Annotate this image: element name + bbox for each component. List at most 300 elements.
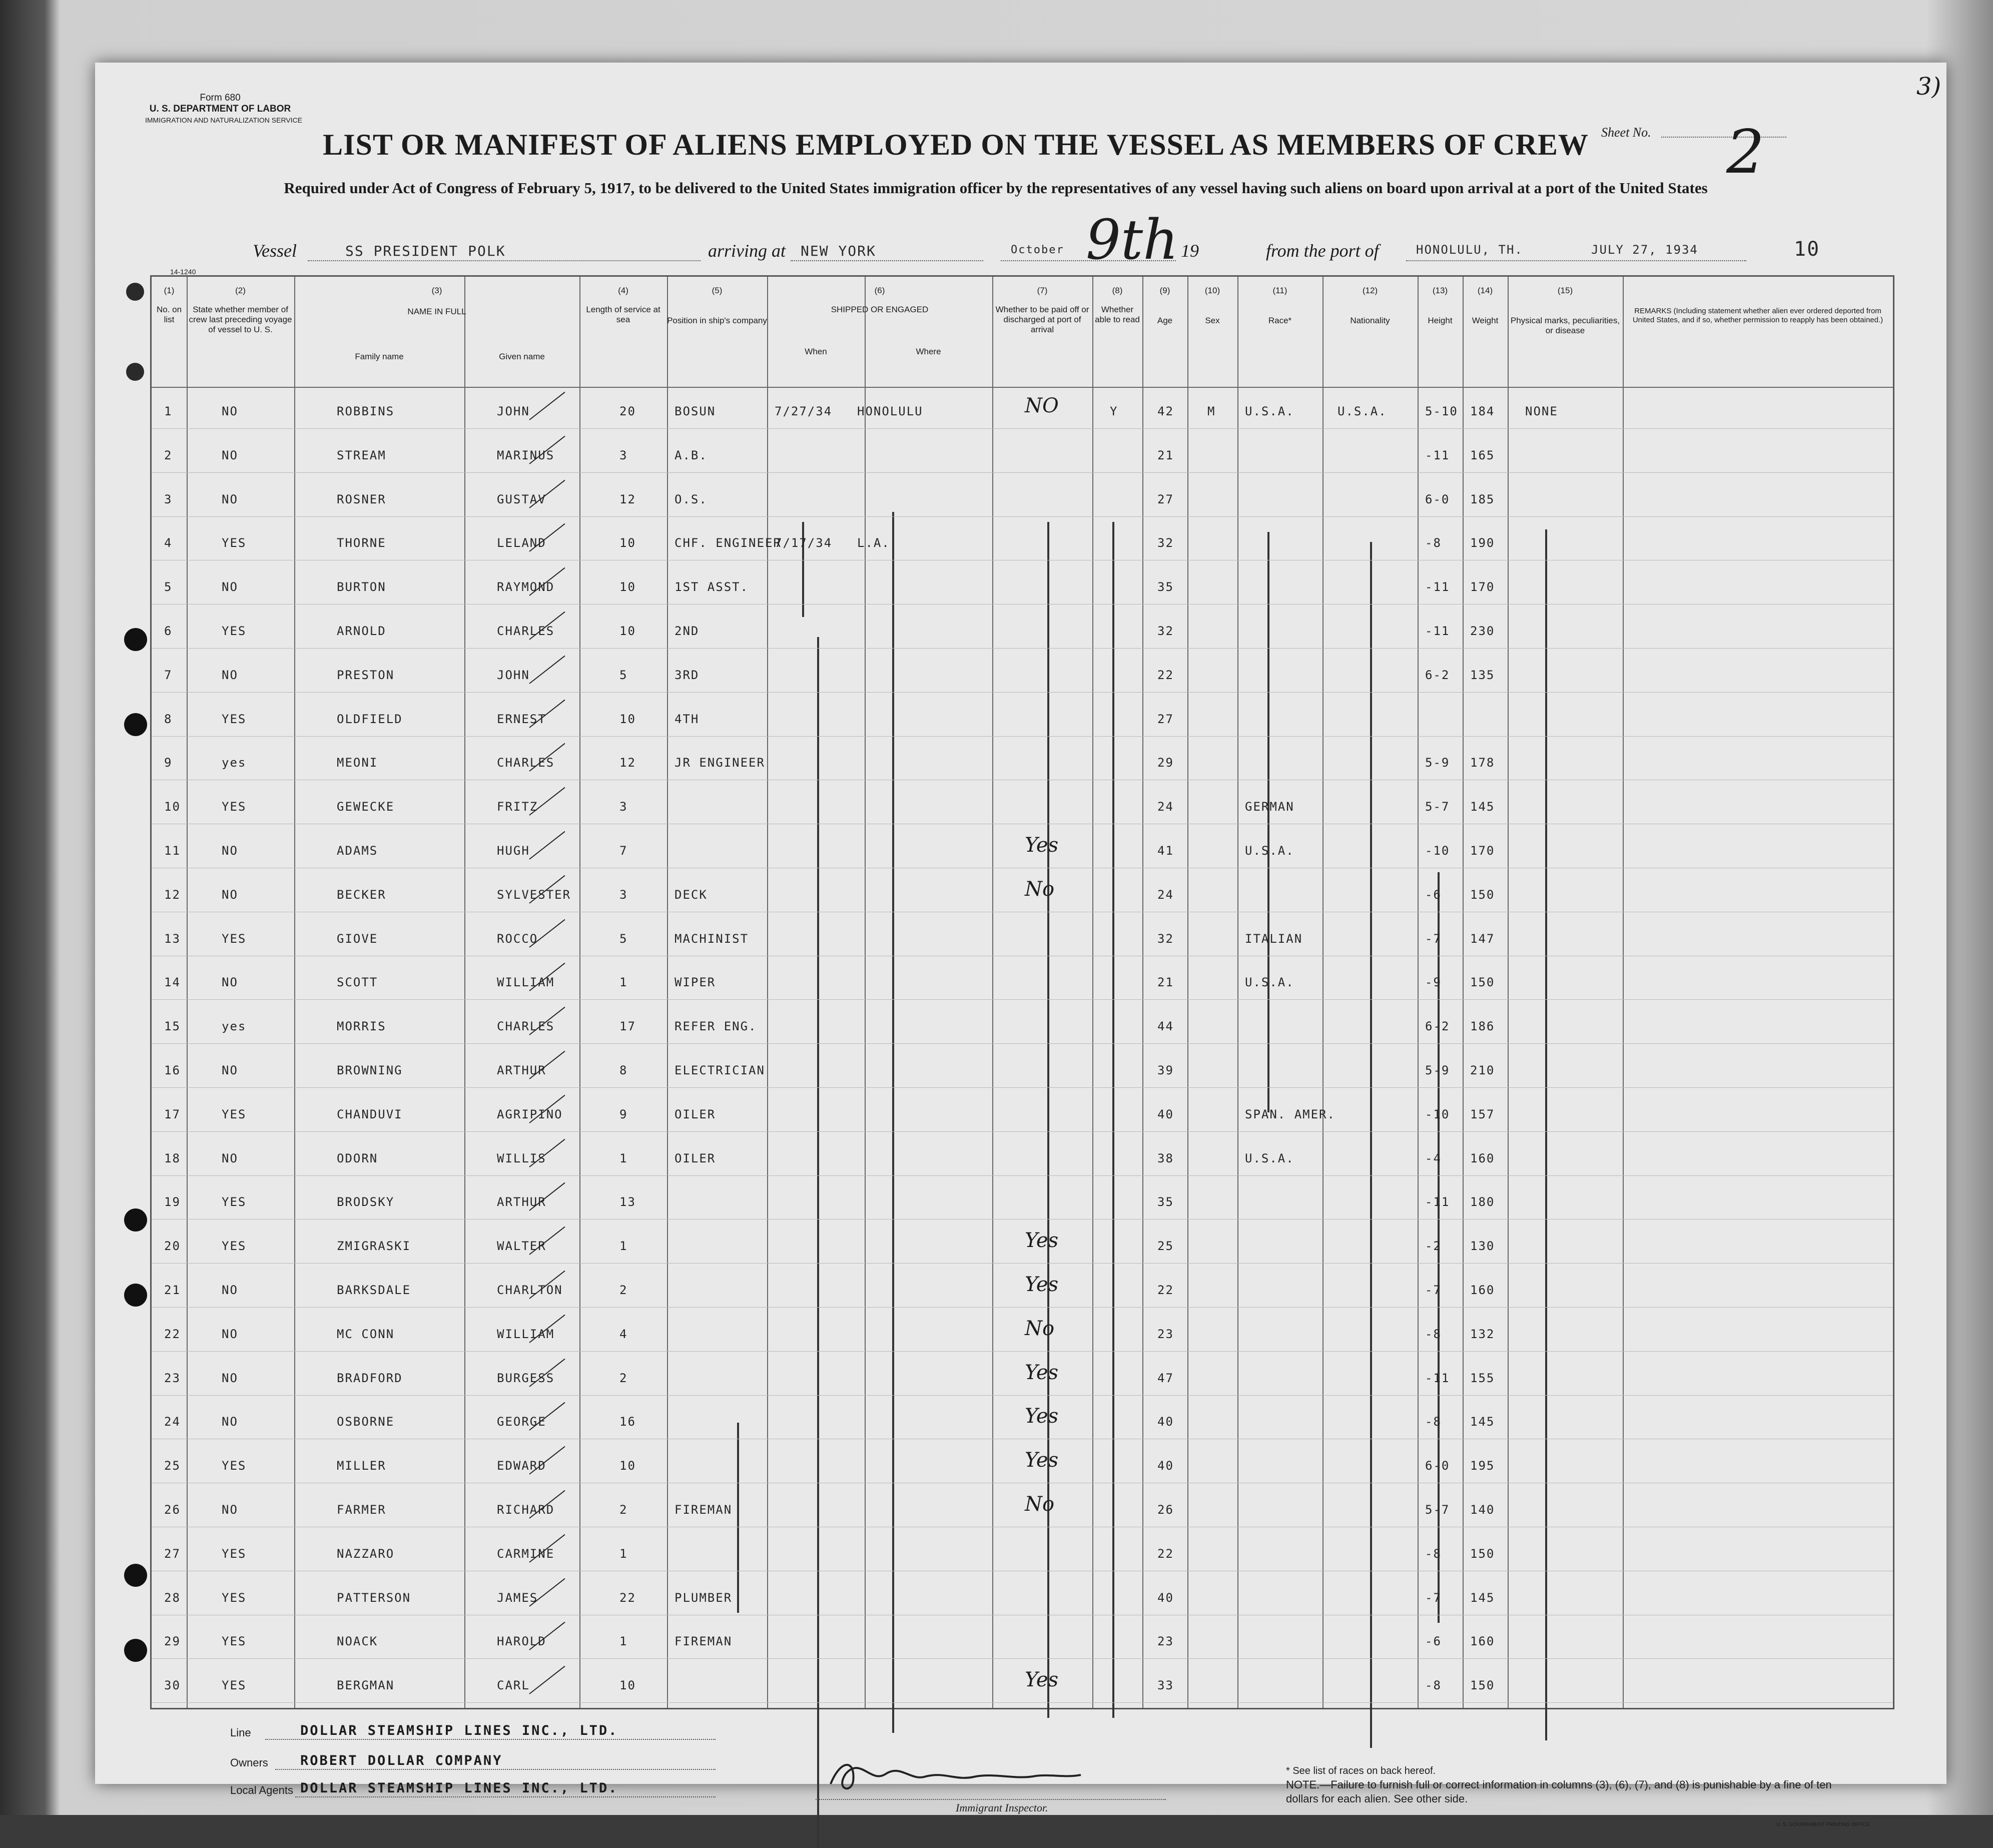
row-family-name: ROSNER (337, 492, 386, 506)
row-given-name: CARMINE (497, 1546, 555, 1561)
row-given-name: CHARLES (497, 756, 555, 770)
row-family-name: OLDFIELD (337, 712, 403, 726)
row-height: -7 (1425, 931, 1442, 946)
row-weight: 157 (1470, 1107, 1495, 1121)
row-nationality: U.S.A. (1338, 404, 1387, 418)
form-code: 14-1240 (170, 268, 196, 276)
agents-label: Local Agents (230, 1784, 293, 1796)
row-row-number: 1 (164, 404, 173, 418)
col-header-read: Whether able to read (1095, 305, 1140, 324)
row-family-name: GEWECKE (337, 800, 395, 814)
col-header-race: Race* (1268, 316, 1292, 325)
row-service-length: 12 (619, 492, 636, 506)
row-weight: 150 (1470, 1678, 1495, 1693)
row-height: 6-2 (1425, 668, 1450, 682)
col-11-number: (11) (1272, 286, 1287, 295)
row-previous-voyage: YES (222, 931, 247, 946)
row-service-length: 1 (619, 1546, 628, 1561)
row-rule (152, 999, 1893, 1000)
col-3-number: (3) (431, 286, 442, 295)
row-paid-off: NO (1025, 394, 1059, 417)
col-header-weight: Weight (1472, 316, 1499, 325)
row-age: 32 (1157, 624, 1174, 638)
col-header-service: Length of service at sea (586, 305, 660, 324)
row-height: -7 (1425, 1590, 1442, 1605)
row-row-number: 13 (164, 931, 181, 946)
row-height: 5-10 (1425, 404, 1458, 418)
row-position: WIPER (675, 975, 716, 990)
inspector-signature (826, 1754, 1086, 1799)
row-position: O.S. (675, 492, 708, 506)
row-position: 2ND (675, 624, 700, 638)
row-paid-off: Yes (1025, 834, 1059, 857)
row-paid-off: Yes (1025, 1273, 1059, 1296)
arrival-port: NEW YORK (801, 243, 876, 259)
row-previous-voyage: YES (222, 800, 247, 814)
row-row-number: 26 (164, 1503, 181, 1517)
row-previous-voyage: NO (222, 1283, 238, 1297)
row-weight: 145 (1470, 1415, 1495, 1429)
row-previous-voyage: NO (222, 580, 238, 594)
row-rule (152, 472, 1893, 473)
row-service-length: 4 (619, 1327, 628, 1341)
row-given-name: BURGESS (497, 1371, 555, 1385)
row-position: PLUMBER (675, 1590, 733, 1605)
row-rule (152, 1658, 1893, 1659)
row-age: 32 (1157, 536, 1174, 550)
row-position: 4TH (675, 712, 700, 726)
row-row-number: 30 (164, 1678, 181, 1693)
row-service-length: 1 (619, 1151, 628, 1165)
row-family-name: ARNOLD (337, 624, 386, 638)
row-position: MACHINIST (675, 931, 749, 946)
row-given-name: WILLIAM (497, 1327, 555, 1341)
row-family-name: OSBORNE (337, 1415, 395, 1429)
col-header-no: No. on list (156, 305, 182, 324)
col-header-paid-off: Whether to be paid off or discharged at port of arrival (995, 305, 1089, 334)
row-weight: 230 (1470, 624, 1495, 638)
row-family-name: BRODSKY (337, 1195, 395, 1209)
row-family-name: MEONI (337, 756, 378, 770)
row-family-name: MORRIS (337, 1019, 386, 1034)
row-rule (152, 1263, 1893, 1264)
row-row-number: 28 (164, 1590, 181, 1605)
row-service-length: 3 (619, 887, 628, 902)
row-service-length: 10 (619, 1459, 636, 1473)
row-family-name: BERGMAN (337, 1678, 395, 1693)
row-age: 40 (1157, 1107, 1174, 1121)
col-12-number: (12) (1362, 286, 1378, 295)
row-previous-voyage: NO (222, 668, 238, 682)
row-family-name: STREAM (337, 448, 386, 462)
row-weight: 210 (1470, 1063, 1495, 1077)
row-weight: 190 (1470, 536, 1495, 550)
row-height: -10 (1425, 1107, 1450, 1121)
row-given-name: MARINUS (497, 448, 555, 462)
row-family-name: MC CONN (337, 1327, 395, 1341)
row-previous-voyage: NO (222, 492, 238, 506)
sheet-number-line (1661, 137, 1786, 138)
col-8-number: (8) (1112, 286, 1123, 295)
row-paid-off: No (1025, 877, 1055, 901)
row-position: CHF. ENGINEER (675, 536, 782, 550)
row-race: ITALIAN (1245, 931, 1303, 946)
row-weight: 160 (1470, 1283, 1495, 1297)
row-rule (152, 1702, 1893, 1703)
owners-label: Owners (230, 1756, 268, 1769)
row-previous-voyage: YES (222, 712, 247, 726)
row-row-number: 7 (164, 668, 173, 682)
arrival-month: October (1011, 244, 1064, 256)
row-height: -6 (1425, 887, 1442, 902)
row-rule (152, 648, 1893, 649)
row-previous-voyage: YES (222, 536, 247, 550)
row-family-name: BRADFORD (337, 1371, 403, 1385)
row-position: 3RD (675, 668, 700, 682)
row-race: SPAN. AMER. (1245, 1107, 1336, 1121)
vessel-label: Vessel (253, 241, 297, 261)
binder-hole (126, 363, 144, 381)
crew-table (150, 275, 1894, 1709)
row-paid-off: No (1025, 1317, 1055, 1340)
col-14-number: (14) (1477, 286, 1493, 295)
row-rule (152, 1395, 1893, 1396)
row-row-number: 4 (164, 536, 173, 550)
row-row-number: 17 (164, 1107, 181, 1121)
row-age: 23 (1157, 1634, 1174, 1649)
row-previous-voyage: NO (222, 1327, 238, 1341)
row-service-length: 20 (619, 404, 636, 418)
row-given-name: FRITZ (497, 800, 538, 814)
binder-hole (124, 628, 147, 651)
arrival-day: 9th (1086, 208, 1179, 272)
row-previous-voyage: YES (222, 1546, 247, 1561)
row-service-length: 5 (619, 931, 628, 946)
row-height: -6 (1425, 1634, 1442, 1649)
row-service-length: 3 (619, 800, 628, 814)
row-rule (152, 516, 1893, 517)
col-header-family-name: Family name (355, 352, 404, 361)
row-weight: 130 (1470, 1239, 1495, 1254)
row-row-number: 27 (164, 1546, 181, 1561)
row-rule (152, 428, 1893, 429)
binder-hole (124, 1208, 147, 1231)
col-header-physical-marks: Physical marks, peculiarities, or disease (1510, 316, 1620, 335)
row-paid-off: Yes (1025, 1361, 1059, 1384)
row-previous-voyage: YES (222, 624, 247, 638)
row-given-name: WILLIS (497, 1151, 546, 1165)
col-header-age: Age (1157, 316, 1173, 325)
row-age: 29 (1157, 756, 1174, 770)
service-name: IMMIGRATION AND NATURALIZATION SERVICE (145, 116, 302, 124)
row-previous-voyage: NO (222, 887, 238, 902)
row-height: 6-0 (1425, 492, 1450, 506)
binder-hole (124, 1639, 147, 1662)
row-height: 5-9 (1425, 1063, 1450, 1077)
row-weight: 150 (1470, 975, 1495, 990)
row-age: 21 (1157, 448, 1174, 462)
row-weight: 140 (1470, 1503, 1495, 1517)
row-age: 44 (1157, 1019, 1174, 1034)
row-height: -8 (1425, 1678, 1442, 1693)
row-position: OILER (675, 1107, 716, 1121)
row-age: 40 (1157, 1590, 1174, 1605)
local-agents: DOLLAR STEAMSHIP LINES INC., LTD. (300, 1780, 618, 1796)
row-previous-voyage: NO (222, 1415, 238, 1429)
row-given-name: CARL (497, 1678, 530, 1693)
manifest-sheet (95, 63, 1946, 1827)
row-family-name: BURTON (337, 580, 386, 594)
row-age: 27 (1157, 492, 1174, 506)
arriving-field-line (791, 260, 983, 261)
row-age: 26 (1157, 1503, 1174, 1517)
row-family-name: MILLER (337, 1459, 386, 1473)
row-previous-voyage: YES (222, 1590, 247, 1605)
row-paid-off: Yes (1025, 1229, 1059, 1253)
row-given-name: RAYMOND (497, 580, 555, 594)
row-service-length: 16 (619, 1415, 636, 1429)
col-5-number: (5) (712, 286, 723, 295)
row-weight: 135 (1470, 668, 1495, 682)
row-service-length: 17 (619, 1019, 636, 1034)
row-height: -11 (1425, 624, 1450, 638)
row-previous-voyage: YES (222, 1195, 247, 1209)
row-position: REFER ENG. (675, 1019, 757, 1034)
vessel-name: SS PRESIDENT POLK (345, 243, 506, 259)
row-family-name: NOACK (337, 1634, 378, 1649)
check-mark (529, 656, 565, 684)
row-family-name: BROWNING (337, 1063, 403, 1077)
row-height: -8 (1425, 536, 1442, 550)
binder-hole (124, 713, 147, 736)
row-previous-voyage: NO (222, 1503, 238, 1517)
row-shipped-where: HONOLULU (857, 404, 923, 418)
row-height: -11 (1425, 580, 1450, 594)
row-age: 39 (1157, 1063, 1174, 1077)
corner-annotation: 3) (1916, 73, 1941, 101)
row-service-length: 1 (619, 1634, 628, 1649)
row-service-length: 10 (619, 580, 636, 594)
row-position: FIREMAN (675, 1503, 733, 1517)
row-height: -8 (1425, 1415, 1442, 1429)
row-service-length: 13 (619, 1195, 636, 1209)
row-family-name: PRESTON (337, 668, 395, 682)
vessel-field-line (308, 260, 701, 261)
row-weight: 132 (1470, 1327, 1495, 1341)
row-height: -9 (1425, 975, 1442, 990)
row-rule (152, 1043, 1893, 1044)
row-weight: 160 (1470, 1634, 1495, 1649)
col-header-position: Position in ship's company (667, 316, 767, 325)
row-service-length: 7 (619, 844, 628, 858)
row-family-name: FARMER (337, 1503, 386, 1517)
row-shipped-where: L.A. (857, 536, 890, 550)
row-previous-voyage: NO (222, 1371, 238, 1385)
row-service-length: 10 (619, 536, 636, 550)
sheet-number: 2 (1726, 118, 1765, 187)
row-service-length: 8 (619, 1063, 628, 1077)
row-race: U.S.A. (1245, 844, 1294, 858)
row-given-name: CHARLES (497, 624, 555, 638)
row-service-length: 10 (619, 712, 636, 726)
races-note: * See list of races on back hereof. (1286, 1765, 1436, 1776)
form-title: LIST OR MANIFEST OF ALIENS EMPLOYED ON THE VESSEL AS MEMBERS OF CREW (323, 128, 1589, 161)
row-shipped-when: 7/17/34 (775, 536, 833, 550)
row-height: -11 (1425, 448, 1450, 462)
row-weight: 170 (1470, 580, 1495, 594)
row-service-length: 10 (619, 1678, 636, 1693)
row-position: 1ST ASST. (675, 580, 749, 594)
check-mark (529, 831, 565, 860)
departure-port: HONOLULU, TH. (1416, 243, 1523, 257)
row-given-name: JOHN (497, 668, 530, 682)
row-age: 33 (1157, 1678, 1174, 1693)
departure-date: JULY 27, 1934 (1591, 243, 1698, 257)
row-given-name: WILLIAM (497, 975, 555, 990)
col-header-shipped: SHIPPED OR ENGAGED (831, 305, 929, 314)
row-family-name: ZMIGRASKI (337, 1239, 411, 1254)
row-row-number: 16 (164, 1063, 181, 1077)
row-row-number: 11 (164, 844, 181, 858)
row-paid-off: Yes (1025, 1405, 1059, 1428)
row-given-name: GUSTAV (497, 492, 546, 506)
row-height: 6-0 (1425, 1459, 1450, 1473)
row-weight: 170 (1470, 844, 1495, 858)
row-previous-voyage: YES (222, 1678, 247, 1693)
row-rule (152, 736, 1893, 737)
row-row-number: 24 (164, 1415, 181, 1429)
check-mark (529, 392, 565, 420)
row-given-name: ROCCO (497, 931, 538, 946)
row-given-name: HAROLD (497, 1634, 546, 1649)
form-id-block (145, 93, 302, 126)
row-given-name: GEORGE (497, 1415, 546, 1429)
row-age: 25 (1157, 1239, 1174, 1254)
row-given-name: JAMES (497, 1590, 538, 1605)
row-height: 5-7 (1425, 800, 1450, 814)
row-row-number: 29 (164, 1634, 181, 1649)
row-weight: 145 (1470, 1590, 1495, 1605)
row-age: 35 (1157, 580, 1174, 594)
row-rule (152, 1175, 1893, 1176)
col-header-previous-voyage: State whether member of crew last preceding voyage of vessel to U. S. (189, 305, 292, 334)
row-previous-voyage: YES (222, 1239, 247, 1254)
row-row-number: 12 (164, 887, 181, 902)
binder-hole (126, 283, 144, 301)
row-weight: 160 (1470, 1151, 1495, 1165)
row-family-name: ROBBINS (337, 404, 395, 418)
from-port-field-line (1406, 260, 1746, 261)
row-physical-marks: NONE (1525, 404, 1558, 418)
row-able-to-read: Y (1110, 404, 1118, 418)
row-service-length: 3 (619, 448, 628, 462)
row-row-number: 10 (164, 800, 181, 814)
from-port-label: from the port of (1266, 241, 1379, 261)
row-family-name: THORNE (337, 536, 386, 550)
row-age: 22 (1157, 1546, 1174, 1561)
row-service-length: 2 (619, 1503, 628, 1517)
row-family-name: CHANDUVI (337, 1107, 403, 1121)
arriving-label: arriving at (708, 241, 786, 261)
row-age: 38 (1157, 1151, 1174, 1165)
steamship-line: DOLLAR STEAMSHIP LINES INC., LTD. (300, 1723, 618, 1738)
row-family-name: SCOTT (337, 975, 378, 990)
row-rule (152, 692, 1893, 693)
row-previous-voyage: yes (222, 1019, 247, 1034)
row-position: DECK (675, 887, 708, 902)
row-service-length: 10 (619, 624, 636, 638)
row-height: 6-2 (1425, 1019, 1450, 1034)
row-row-number: 14 (164, 975, 181, 990)
row-given-name: EDWARD (497, 1459, 546, 1473)
row-row-number: 8 (164, 712, 173, 726)
row-row-number: 2 (164, 448, 173, 462)
col-header-sex: Sex (1205, 316, 1220, 325)
row-height: 5-7 (1425, 1503, 1450, 1517)
row-rule (152, 1087, 1893, 1088)
row-previous-voyage: NO (222, 1063, 238, 1077)
row-weight: 178 (1470, 756, 1495, 770)
row-given-name: ERNEST (497, 712, 546, 726)
col-header-nationality: Nationality (1350, 316, 1390, 325)
col-7-number: (7) (1037, 286, 1048, 295)
row-previous-voyage: YES (222, 1107, 247, 1121)
col-13-number: (13) (1432, 286, 1448, 295)
list-count: 10 (1794, 238, 1820, 261)
inspector-label: Immigrant Inspector. (956, 1801, 1048, 1814)
row-family-name: GIOVE (337, 931, 378, 946)
printer-mark: U. S. GOVERNMENT PRINTING OFFICE (1776, 1822, 1870, 1827)
row-weight: 184 (1470, 404, 1495, 418)
row-weight: 145 (1470, 800, 1495, 814)
row-rule (152, 1351, 1893, 1352)
row-height: -11 (1425, 1371, 1450, 1385)
row-age: 24 (1157, 887, 1174, 902)
col-header-where: Where (916, 347, 941, 356)
row-given-name: LELAND (497, 536, 546, 550)
row-age: 40 (1157, 1415, 1174, 1429)
row-row-number: 15 (164, 1019, 181, 1034)
row-family-name: PATTERSON (337, 1590, 411, 1605)
row-weight: 165 (1470, 448, 1495, 462)
row-height: -2 (1425, 1239, 1442, 1254)
row-weight: 186 (1470, 1019, 1495, 1034)
col-1-number: (1) (164, 286, 175, 295)
row-position: A.B. (675, 448, 708, 462)
col-header-height: Height (1428, 316, 1453, 325)
row-row-number: 23 (164, 1371, 181, 1385)
row-service-length: 12 (619, 756, 636, 770)
row-weight: 195 (1470, 1459, 1495, 1473)
row-height: -7 (1425, 1283, 1442, 1297)
row-given-name: CHARLES (497, 1019, 555, 1034)
row-row-number: 6 (164, 624, 173, 638)
row-previous-voyage: YES (222, 1634, 247, 1649)
row-weight: 150 (1470, 887, 1495, 902)
row-row-number: 18 (164, 1151, 181, 1165)
row-family-name: BECKER (337, 887, 386, 902)
row-age: 42 (1157, 404, 1174, 418)
row-position: ELECTRICIAN (675, 1063, 765, 1077)
row-height: -4 (1425, 1151, 1442, 1165)
row-height: -11 (1425, 1195, 1450, 1209)
row-height: -10 (1425, 844, 1450, 858)
row-service-length: 1 (619, 1239, 628, 1254)
vessel-owners: ROBERT DOLLAR COMPANY (300, 1753, 503, 1768)
row-given-name: ARTHUR (497, 1063, 546, 1077)
row-sex: M (1207, 404, 1216, 418)
department-name: U. S. DEPARTMENT OF LABOR (149, 104, 291, 114)
